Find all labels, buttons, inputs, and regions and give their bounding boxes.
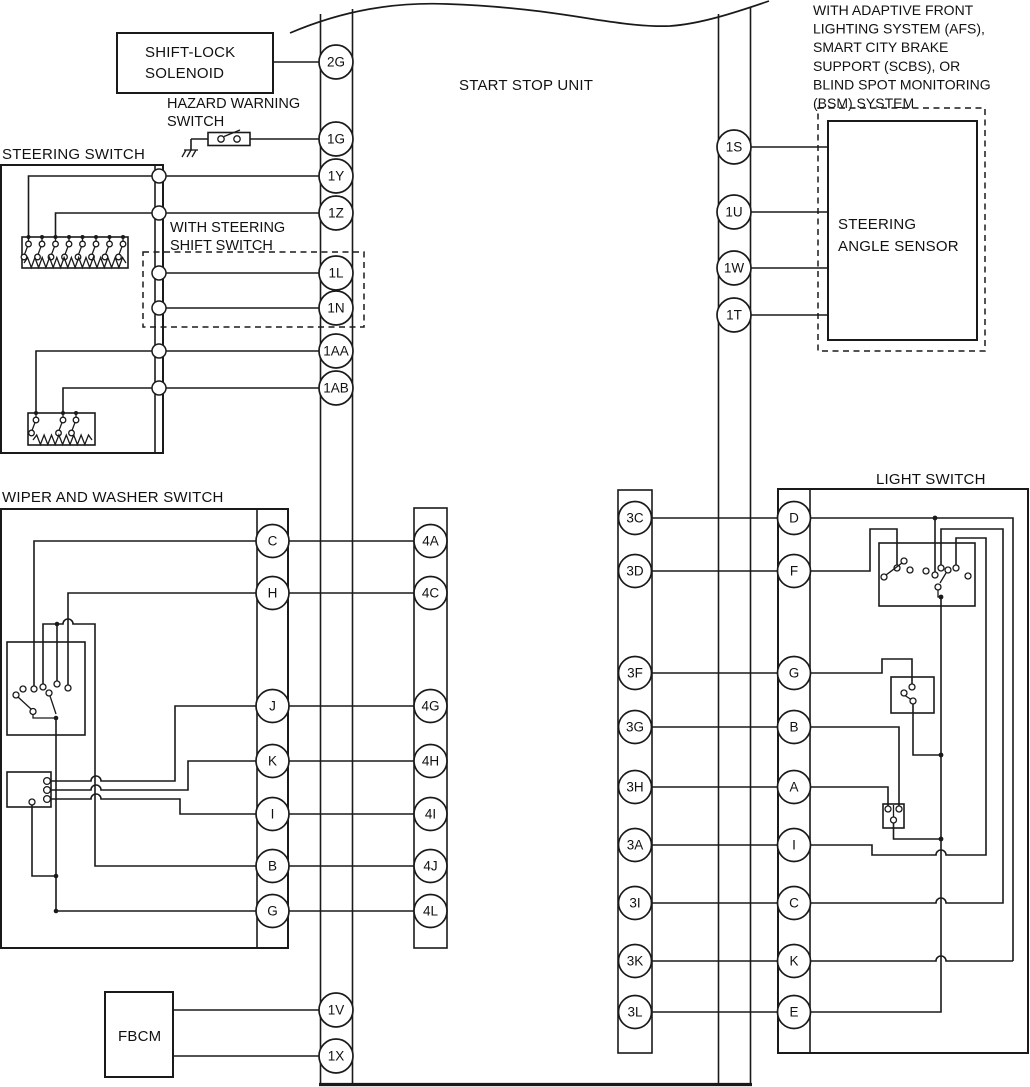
steering-switch-contact-pack [21, 235, 128, 268]
hazard-label-2: SWITCH [167, 114, 225, 130]
svg-text:4G: 4G [421, 698, 440, 714]
pin-4a [414, 525, 447, 558]
svg-text:3F: 3F [627, 665, 643, 681]
connector-4-strip [414, 508, 447, 948]
afs-note-line: (BSM) SYSTEM [813, 95, 915, 111]
svg-text:B: B [789, 719, 799, 735]
svg-text:C: C [789, 895, 799, 911]
svg-text:1X: 1X [327, 1048, 345, 1064]
pin-3l [619, 996, 652, 1029]
svg-text:3H: 3H [626, 779, 644, 795]
pin-light-i [778, 829, 811, 862]
pin-light-d [778, 502, 811, 535]
ground-icon [182, 150, 198, 157]
pin-1x [319, 1039, 353, 1073]
wiper-washer-switch-label: WIPER AND WASHER SWITCH [2, 489, 224, 506]
switch-gangs [21, 235, 126, 260]
steering-angle-sensor-label-1: STEERING [838, 216, 917, 233]
svg-text:1V: 1V [327, 1002, 345, 1018]
svg-text:1Y: 1Y [327, 168, 345, 184]
pin-wiper-i [256, 798, 289, 831]
hazard-label-1: HAZARD WARNING [167, 96, 301, 112]
svg-text:G: G [267, 903, 278, 919]
connector-3-strip [618, 490, 652, 1053]
pin-light-f [778, 555, 811, 588]
svg-text:1G: 1G [326, 131, 346, 147]
pin-1u [717, 195, 751, 229]
svg-text:1AA: 1AA [323, 343, 349, 359]
svg-text:4L: 4L [422, 903, 439, 919]
shift-lock-solenoid [117, 33, 319, 93]
svg-text:4C: 4C [421, 585, 440, 601]
steering-switch-box [1, 165, 163, 453]
svg-text:I: I [270, 806, 275, 822]
svg-text:1AB: 1AB [323, 380, 349, 396]
pin-3k [619, 945, 652, 978]
steering-shift-note-1: WITH STEERING [170, 220, 286, 236]
svg-text:2G: 2G [326, 54, 346, 70]
svg-text:A: A [789, 779, 799, 795]
light-switch-pins [778, 502, 811, 1029]
pin-wiper-h [256, 577, 289, 610]
pin-4i [414, 798, 447, 831]
pin-1y [319, 159, 353, 193]
fbcm [105, 992, 319, 1077]
svg-text:K: K [267, 753, 278, 769]
svg-text:3L: 3L [627, 1004, 643, 1020]
svg-text:3K: 3K [626, 953, 644, 969]
light-switch-sub-switch-2 [883, 804, 941, 839]
afs-note [813, 2, 991, 111]
pin-1g [319, 122, 353, 156]
svg-text:4J: 4J [423, 858, 438, 874]
pin-1t [717, 298, 751, 332]
left-bus-pins [319, 45, 353, 1073]
fbcm-label: FBCM [118, 1028, 162, 1045]
wiper-washer-pump-box [7, 772, 51, 807]
pin-4l [414, 895, 447, 928]
pin-1s [717, 130, 751, 164]
svg-text:C: C [267, 533, 278, 549]
pin-light-a [778, 771, 811, 804]
svg-text:D: D [789, 510, 799, 526]
pin-3d [619, 555, 652, 588]
pin-1v [319, 993, 353, 1027]
svg-text:H: H [267, 585, 278, 601]
pin-4c [414, 577, 447, 610]
afs-note-line: SMART CITY BRAKE [813, 39, 949, 56]
resistor-zigzag [33, 435, 92, 445]
afs-note-line: WITH ADAPTIVE FRONT [813, 2, 974, 18]
wiper-washer-switch [1, 489, 289, 948]
pin-4j [414, 850, 447, 883]
pin-3c [619, 502, 652, 535]
pin-3i [619, 887, 652, 920]
steering-switch [1, 146, 364, 453]
svg-text:K: K [789, 953, 799, 969]
pin-3a [619, 829, 652, 862]
right-bus-pins [717, 130, 751, 332]
pin-1z [319, 196, 353, 230]
svg-text:3D: 3D [626, 563, 644, 579]
pin-2g [319, 45, 353, 79]
wiper-pins [256, 525, 289, 928]
pin-4h [414, 745, 447, 778]
hazard-warning-switch [167, 96, 319, 157]
svg-text:I: I [792, 837, 796, 853]
svg-text:4A: 4A [422, 533, 439, 549]
pin-1w [717, 251, 751, 285]
shift-lock-solenoid-label-1: SHIFT-LOCK [145, 44, 236, 61]
torn-edge-wave [290, 1, 769, 33]
pin-wiper-j [256, 690, 289, 723]
svg-text:J: J [269, 698, 276, 714]
pin-wiper-k [256, 745, 289, 778]
svg-text:4I: 4I [424, 806, 437, 822]
light-switch-label: LIGHT SWITCH [876, 471, 986, 488]
wiper-internal-wiring [32, 541, 256, 913]
start-stop-unit-label: START STOP UNIT [459, 77, 594, 94]
svg-text:1U: 1U [725, 204, 743, 220]
svg-text:1T: 1T [726, 307, 742, 323]
wiper-washer-switch-box [1, 509, 288, 948]
svg-text:1Z: 1Z [328, 205, 344, 221]
wiper-to-connector4-wires [289, 541, 414, 911]
svg-text:3G: 3G [625, 719, 645, 735]
svg-text:1L: 1L [328, 265, 344, 281]
steering-switch-label: STEERING SWITCH [2, 146, 146, 163]
svg-text:3A: 3A [626, 837, 644, 853]
steering-angle-sensor [751, 108, 985, 351]
wiper-switch-contact-box [7, 642, 85, 735]
svg-text:1W: 1W [723, 260, 745, 276]
svg-text:B: B [267, 858, 278, 874]
pin-light-k [778, 945, 811, 978]
svg-text:4H: 4H [421, 753, 440, 769]
steering-angle-sensor-label-2: ANGLE SENSOR [838, 238, 959, 255]
light-switch [778, 471, 1029, 1053]
pin-light-e [778, 996, 811, 1029]
light-switch-box [778, 489, 1028, 1053]
svg-text:1N: 1N [327, 300, 345, 316]
pin-wiper-c [256, 525, 289, 558]
svg-text:G: G [788, 665, 800, 681]
svg-text:F: F [789, 563, 799, 579]
pin-3h [619, 771, 652, 804]
connector3-to-light-switch-wires [652, 518, 778, 1012]
pin-1ab [319, 371, 353, 405]
pin-light-b [778, 711, 811, 744]
pin-light-g [778, 657, 811, 690]
pin-3g [619, 711, 652, 744]
svg-text:3C: 3C [626, 510, 644, 526]
steering-shift-note-2: SHIFT SWITCH [170, 238, 273, 254]
pin-1l [319, 256, 353, 290]
svg-text:3I: 3I [629, 895, 641, 911]
steering-switch-lower-pack [28, 411, 95, 445]
afs-note-line: SUPPORT (SCBS), OR [813, 57, 961, 74]
start-stop-unit-frame [290, 1, 769, 1085]
pin-light-c [778, 887, 811, 920]
pin-4g [414, 690, 447, 723]
light-switch-internal-wiring [811, 516, 1014, 1012]
shift-lock-solenoid-label-2: SOLENOID [145, 65, 225, 82]
pin-1aa [319, 334, 353, 368]
svg-text:E: E [789, 1004, 799, 1020]
pin-3f [619, 657, 652, 690]
pin-1n [319, 291, 353, 325]
steering-switch-wiring [29, 176, 320, 413]
pin-wiper-b [256, 850, 289, 883]
light-switch-main-contact-box [879, 543, 975, 606]
shift-lock-solenoid-box [117, 33, 273, 93]
afs-note-line: LIGHTING SYSTEM (AFS), [813, 20, 985, 37]
afs-note-line: BLIND SPOT MONITORING [813, 76, 991, 93]
svg-text:1S: 1S [725, 139, 743, 155]
pin-wiper-g [256, 895, 289, 928]
